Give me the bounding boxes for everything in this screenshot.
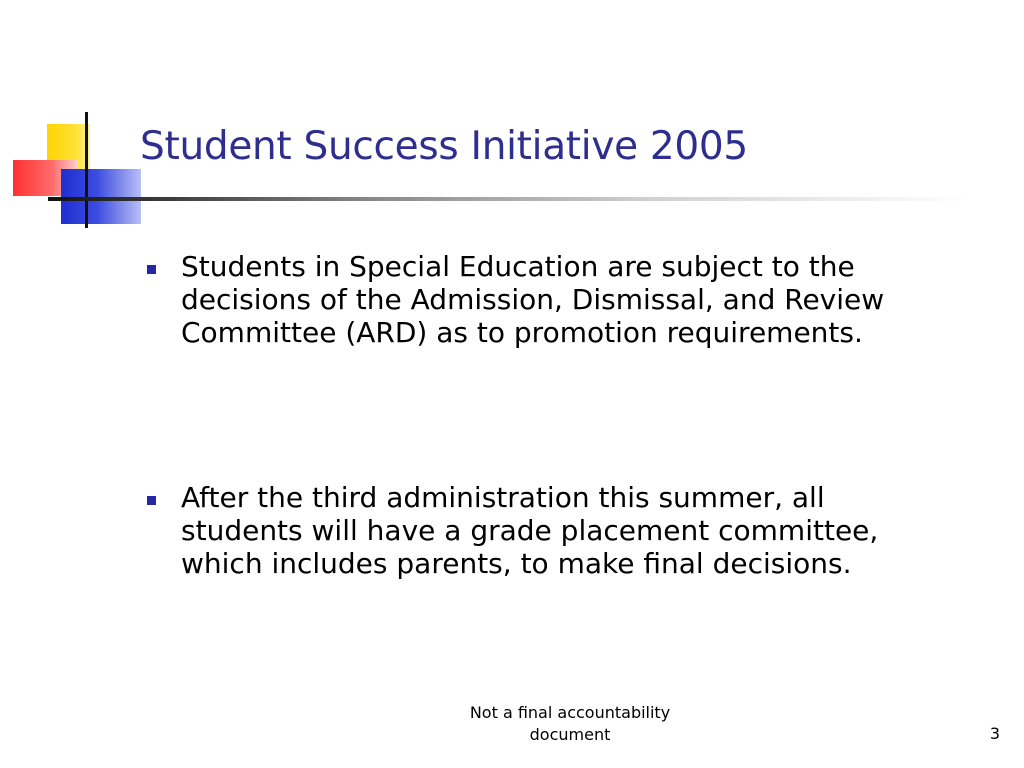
bullet-text: Students in Special Education are subject to the decisions of the Admission, Dismissal, and Review Committee (ARD) as to promotion requirements. bbox=[181, 250, 885, 349]
bullet-item bbox=[140, 481, 940, 580]
slide-title: Student Success Initiative 2005 bbox=[140, 124, 748, 169]
square-bullet-icon bbox=[147, 496, 156, 505]
bullet-list bbox=[140, 250, 940, 580]
bullet-text: After the third administration this summer, all students will have a grade placement committee, which includes parents, to make final decisions. bbox=[181, 481, 879, 580]
square-bullet-icon bbox=[147, 265, 156, 274]
bullet-item bbox=[140, 250, 940, 349]
decorative-logo bbox=[0, 0, 150, 240]
page-number: 3 bbox=[989, 724, 1000, 743]
vertical-rule bbox=[85, 112, 88, 228]
title-underline-rule bbox=[48, 197, 968, 201]
footer-note: Not a final accountability document bbox=[469, 703, 671, 744]
